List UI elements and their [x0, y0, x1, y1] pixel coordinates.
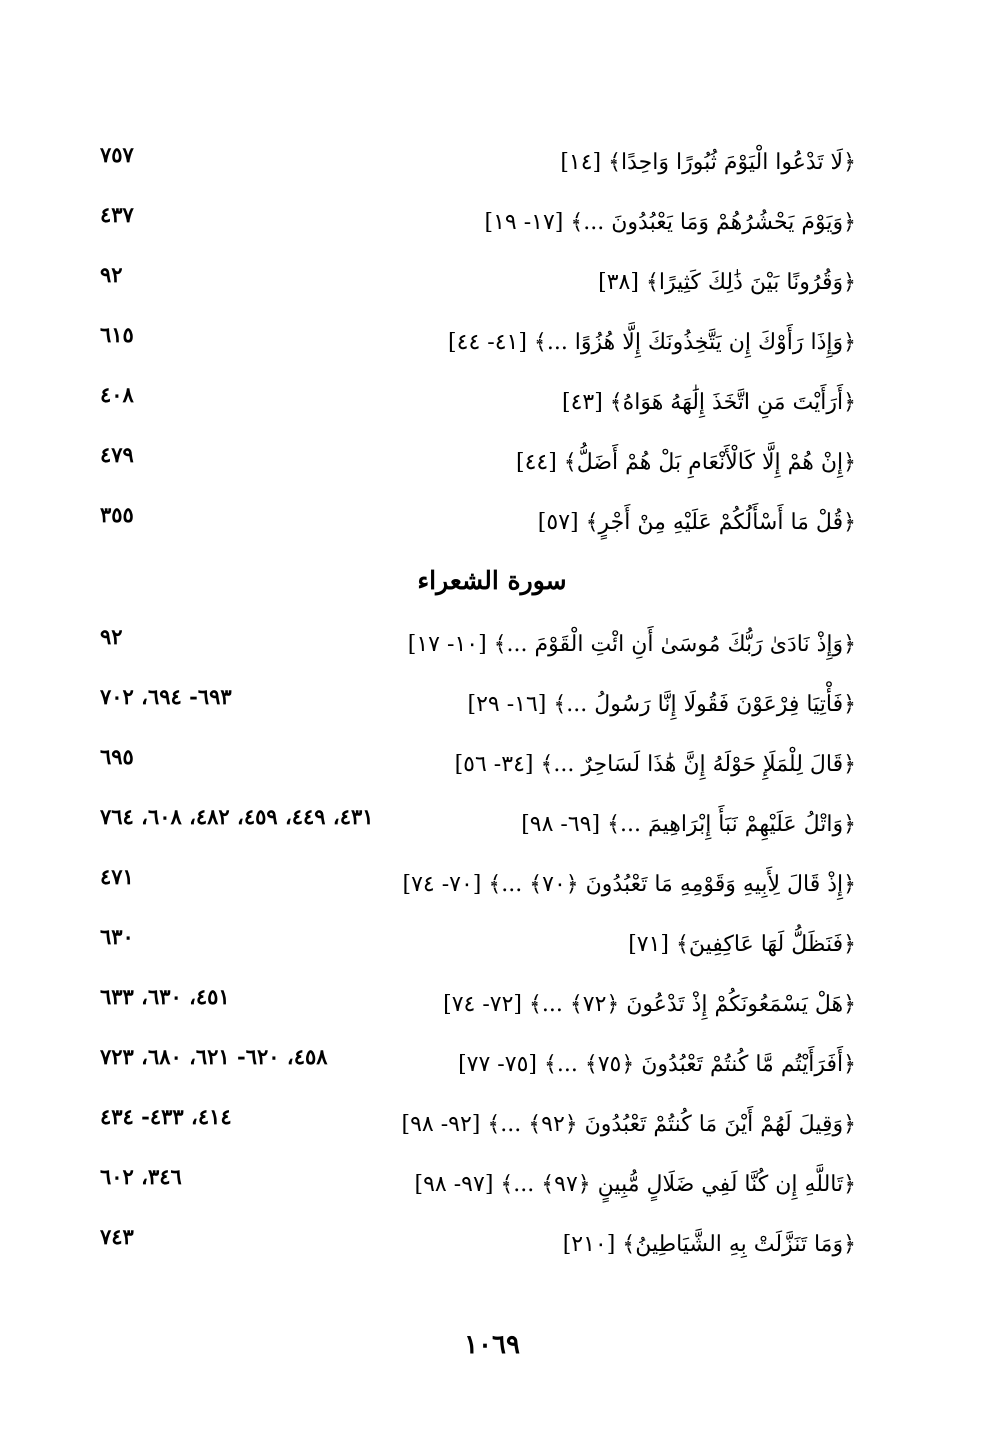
- page-references: ٤٧٩: [100, 442, 134, 467]
- index-entry: [100, 1104, 856, 1158]
- index-entry: [100, 1044, 856, 1098]
- verse-text: ﴿وَاتْلُ عَلَيْهِمْ نَبَأَ إِبْرَاهِيمَ ...﴾ [٦٩- ٩٨]: [521, 812, 856, 837]
- index-entry: [100, 1224, 856, 1278]
- index-entry: [100, 262, 856, 316]
- verse-text: ﴿وَيَوْمَ يَحْشُرُهُمْ وَمَا يَعْبُدُونَ ...﴾ [١٧- ١٩]: [484, 210, 856, 235]
- index-entry: [100, 924, 856, 978]
- page-references: ٣٤٦، ٦٠٢: [100, 1164, 182, 1189]
- page-references: ٤٧١: [100, 864, 134, 889]
- index-entry: [100, 804, 856, 858]
- page-references: ٩٢: [100, 262, 123, 287]
- page-references: ٤٣١، ٤٤٩، ٤٥٩، ٤٨٢، ٦٠٨، ٧٦٤: [100, 804, 374, 829]
- verse-text: ﴿قَالَ لِلْمَلَإِ حَوْلَهُ إِنَّ هَٰذَا لَسَاحِرٌ ...﴾ [٣٤- ٥٦]: [454, 752, 856, 777]
- page-references: ٧٥٧: [100, 142, 134, 167]
- index-entry: [100, 442, 856, 496]
- index-entry: [100, 1164, 856, 1218]
- page-references: ٣٥٥: [100, 502, 134, 527]
- verse-text: ﴿قُلْ مَا أَسْأَلُكُمْ عَلَيْهِ مِنْ أَجْرٍ﴾ [٥٧]: [537, 510, 856, 535]
- index-entry: [100, 624, 856, 678]
- page-references: ٤١٤، ٤٣٣- ٤٣٤: [100, 1104, 232, 1129]
- page-references: ٦١٥: [100, 322, 134, 347]
- verse-text: ﴿وَإِذَا رَأَوْكَ إِن يَتَّخِذُونَكَ إِلَّا هُزُوًا ...﴾ [٤١- ٤٤]: [448, 330, 856, 355]
- page-references: ٦٩٥: [100, 744, 134, 769]
- verse-text: ﴿وَإِذْ نَادَىٰ رَبُّكَ مُوسَىٰ أَنِ ائْتِ الْقَوْمَ ...﴾ [١٠- ١٧]: [407, 632, 856, 657]
- verse-text: ﴿فَأْتِيَا فِرْعَوْنَ فَقُولَا إِنَّا رَسُولُ ...﴾ [١٦- ٢٩]: [467, 692, 856, 717]
- index-entry: [100, 864, 856, 918]
- verse-text: ﴿هَلْ يَسْمَعُونَكُمْ إِذْ تَدْعُونَ ﴿٧٢﴾ ...﴾ [٧٢- ٧٤]: [443, 992, 856, 1017]
- verse-text: ﴿إِنْ هُمْ إِلَّا كَالْأَنْعَامِ بَلْ هُمْ أَضَلُّ﴾ [٤٤]: [516, 450, 856, 475]
- page-references: ٦٣٠: [100, 924, 134, 949]
- verse-text: ﴿لَا تَدْعُوا الْيَوْمَ ثُبُورًا وَاحِدًا﴾ [١٤]: [560, 150, 856, 175]
- index-entry: [100, 322, 856, 376]
- page-references: ٤٠٨: [100, 382, 134, 407]
- index-entry: [100, 382, 856, 436]
- page-references: ٦٩٣- ٦٩٤، ٧٠٢: [100, 684, 232, 709]
- verse-text: ﴿فَنَظَلُّ لَهَا عَاكِفِينَ﴾ [٧١]: [628, 932, 856, 957]
- index-entry: [100, 984, 856, 1038]
- index-entry: [100, 142, 856, 196]
- index-entry: [100, 744, 856, 798]
- page-references: ٤٥٨، ٦٢٠- ٦٢١، ٦٨٠، ٧٢٣: [100, 1044, 328, 1069]
- page-number: ١٠٦٩: [464, 1330, 520, 1360]
- verse-text: ﴿أَفَرَأَيْتُم مَّا كُنتُمْ تَعْبُدُونَ ﴿٧٥﴾ ...﴾ [٧٥- ٧٧]: [458, 1052, 856, 1077]
- verse-text: ﴿وَقِيلَ لَهُمْ أَيْنَ مَا كُنتُمْ تَعْبُدُونَ ﴿٩٢﴾ ...﴾ [٩٢- ٩٨]: [401, 1112, 856, 1137]
- index-entry: [100, 502, 856, 556]
- index-entry: [100, 684, 856, 738]
- verse-text: ﴿تَاللَّهِ إِن كُنَّا لَفِي ضَلَالٍ مُّبِينٍ ﴿٩٧﴾ ...﴾ [٩٧- ٩٨]: [414, 1172, 856, 1197]
- verse-text: ﴿وَقُرُونًا بَيْنَ ذَٰلِكَ كَثِيرًا﴾ [٣٨]: [598, 270, 856, 295]
- index-entry: [100, 202, 856, 256]
- surah-heading: سورة الشعراء: [417, 566, 567, 595]
- page-references: ٤٣٧: [100, 202, 134, 227]
- verse-text: ﴿وَمَا تَنَزَّلَتْ بِهِ الشَّيَاطِينُ﴾ [٢١٠]: [562, 1232, 856, 1257]
- page-references: ٩٢: [100, 624, 123, 649]
- verse-text: ﴿أَرَأَيْتَ مَنِ اتَّخَذَ إِلَٰهَهُ هَوَاهُ﴾ [٤٣]: [561, 390, 856, 415]
- verse-text: ﴿إِذْ قَالَ لِأَبِيهِ وَقَوْمِهِ مَا تَعْبُدُونَ ﴿٧٠﴾ ...﴾ [٧٠- ٧٤]: [402, 872, 856, 897]
- page-references: ٤٥١، ٦٣٠، ٦٣٣: [100, 984, 230, 1009]
- page-references: ٧٤٣: [100, 1224, 134, 1249]
